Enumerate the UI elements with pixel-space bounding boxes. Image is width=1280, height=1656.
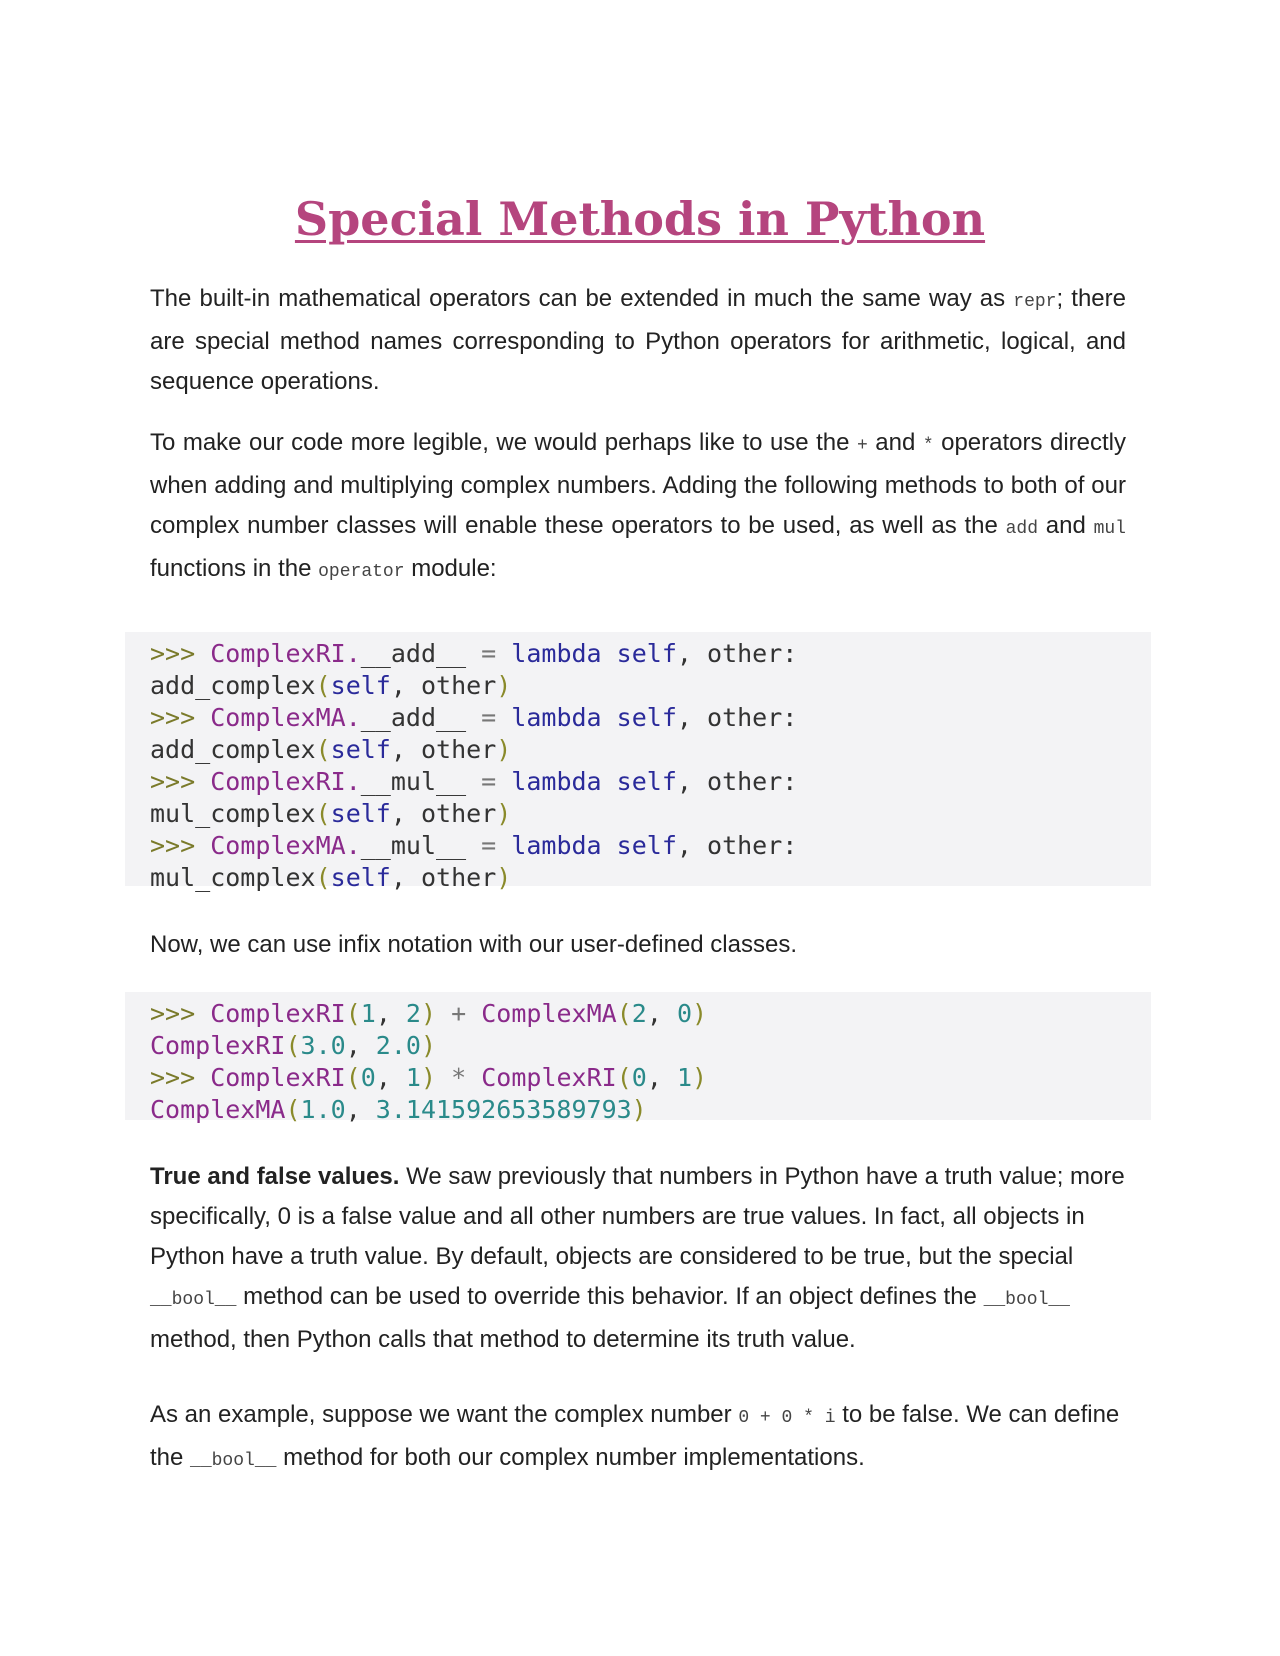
inline-code: * xyxy=(922,436,934,456)
code-block-methods xyxy=(125,632,1151,892)
code-line: ComplexRI(3.0, 2.0) xyxy=(150,1031,437,1060)
text: module: xyxy=(404,555,497,582)
inline-code: repr xyxy=(1013,292,1057,312)
paragraph-intro xyxy=(150,279,1126,402)
page-title: Special Methods in Python xyxy=(294,192,986,246)
code-block-infix xyxy=(125,992,1151,1124)
paragraph-truth-values xyxy=(150,1157,1126,1360)
text: and xyxy=(867,429,923,456)
text: and xyxy=(1038,512,1094,539)
inline-code: add xyxy=(1005,519,1039,539)
text: operators directly when adding and multiplying complex numbers. Adding the following methods to both of our complex number classes will enable these operators to be used, as well as the xyxy=(150,429,1126,539)
text: to be false. We can define the xyxy=(150,1401,1120,1471)
code-line: add_complex(self, other) xyxy=(150,671,512,700)
code-line: >>> ComplexRI.__add__ = lambda self, other: xyxy=(150,639,798,668)
paragraph-example xyxy=(150,1395,1126,1481)
text: As an example, suppose we want the complex number xyxy=(150,1401,739,1428)
code-line: >>> ComplexMA.__mul__ = lambda self, other: xyxy=(150,831,798,860)
inline-code: __bool__ xyxy=(150,1290,237,1310)
text: method, then Python calls that method to determine its truth value. xyxy=(150,1326,856,1353)
inline-code: 0 + 0 * i xyxy=(738,1408,836,1428)
code-line: mul_complex(self, other) xyxy=(150,799,512,828)
inline-code: operator xyxy=(318,562,405,582)
text: The built-in mathematical operators can be extended in much the same way as xyxy=(150,285,1014,312)
inline-code: mul xyxy=(1093,519,1126,539)
code-line: >>> ComplexRI(1, 2) + ComplexMA(2, 0) xyxy=(150,999,708,1028)
paragraph-infix: Now, we can use infix notation with our user-defined classes. xyxy=(150,931,798,958)
bold-lead: True and false values. xyxy=(150,1163,400,1190)
paragraph-operators xyxy=(150,423,1126,592)
text: We saw previously that numbers in Python have a truth value; more specifically, 0 is a false value and all other numbers are true values. In fact, all objects in Python have a truth value. By default, objects are considered to be true, but the special xyxy=(150,1163,1125,1270)
code-line: >>> ComplexRI.__mul__ = lambda self, other: xyxy=(150,767,798,796)
text: ; there are special method names corresponding to Python operators for arithmetic, logical, and sequence operations. xyxy=(150,285,1126,395)
code-line: >>> ComplexRI(0, 1) * ComplexRI(0, 1) xyxy=(150,1063,708,1092)
text: method can be used to override this behavior. If an object defines the xyxy=(236,1283,984,1310)
inline-code: __bool__ xyxy=(190,1451,277,1471)
text: method for both our complex number implementations. xyxy=(276,1444,865,1471)
inline-code: __bool__ xyxy=(983,1290,1070,1310)
inline-code: + xyxy=(856,436,868,456)
text: To make our code more legible, we would perhaps like to use the xyxy=(150,429,857,456)
code-line: >>> ComplexMA.__add__ = lambda self, other: xyxy=(150,703,798,732)
code-line: mul_complex(self, other) xyxy=(150,863,512,892)
code-line: add_complex(self, other) xyxy=(150,735,512,764)
text: functions in the xyxy=(150,555,319,582)
code-line: ComplexMA(1.0, 3.141592653589793) xyxy=(150,1095,647,1124)
